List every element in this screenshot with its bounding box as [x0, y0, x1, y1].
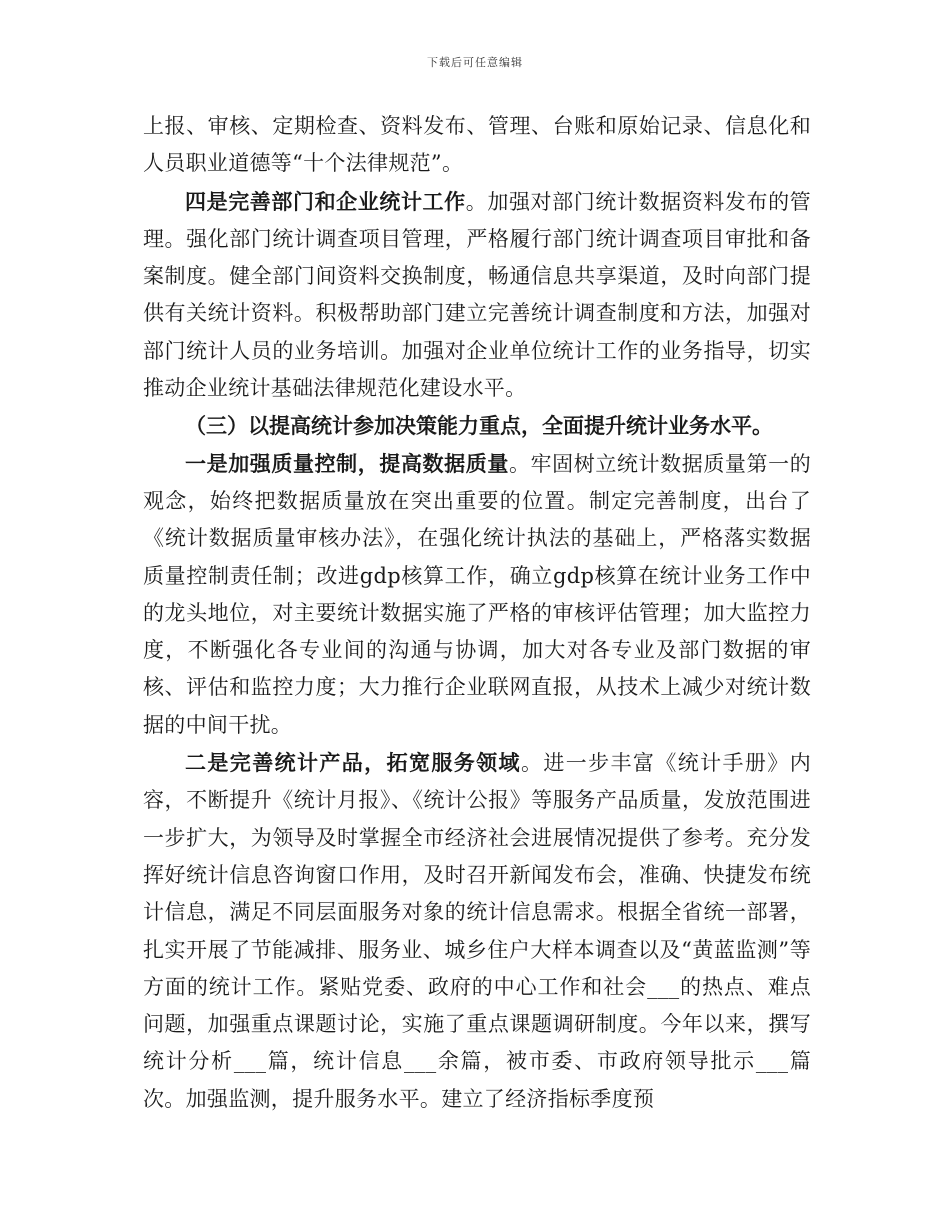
paragraph-text: 。进一步丰富《统计手册》内容，不断提升《统计月报》、《统计公报》等服务产品质量，发放范围进一步扩大，为领导及时掌握全市经济社会进展情况提供了参考。充分发挥好统计信息咨询窗口作用，及时召开新闻发布会，准确、快捷发布统计信息，满足不同层面服务对象的统计信息需求。根据全省统一部署，扎实开展了节能减排、服务业、城乡住户大样本调查以及“黄蓝监测”等方面的统计工作。紧贴党委、政府的中心工作和社会___的热点、难点问题，加强重点课题讨论，实施了重点课题调研制度。今年以来，撰写统计分析___篇，统计信息___余篇，被市委、市政府领导批示___篇次。加强监测，提升服务水平。建立了经济指标季度预: [143, 751, 812, 1111]
paragraph-lead: 二是完善统计产品，拓宽服务领域: [185, 750, 521, 776]
paragraph-dept-enterprise: [143, 183, 811, 408]
paragraph-text: 。加强对部门统计数据资料发布的管理。强化部门统计调查项目管理，严格履行部门统计调查项目审批和备案制度。健全部门间资料交换制度，畅通信息共享渠道，及时向部门提供有关统计资料。积极帮助部门建立完善统计调查制度和方法，加强对部门统计人员的业务培训。加强对企业单位统计工作的业务指导，切实推动企业统计基础法律规范化建设水平。: [143, 189, 811, 401]
paragraph-continuation: [143, 108, 811, 183]
paragraph-text: 。牢固树立统计数据质量第一的观念，始终把数据质量放在突出重要的位置。制定完善制度，出台了《统计数据质量审核办法》，在强化统计执法的基础上，严格落实数据质量控制责任制；改进gdp核算工作，确立gdp核算在统计业务工作中的龙头地位，对主要统计数据实施了严格的审核评估管理；加大监控力度，不断强化各专业间的沟通与协调，加大对各专业及部门数据的审核、评估和监控力度；大力推行企业联网直报，从技术上减少对统计数据的中间干扰。: [143, 451, 812, 737]
paragraph-text: 上报、审核、定期检查、资料发布、管理、台账和原始记录、信息化和人员职业道德等“十个法律规范”。: [143, 114, 811, 176]
paragraph-quality-control: [143, 445, 811, 744]
paragraph-lead: 一是加强质量控制，提高数据质量: [185, 450, 509, 476]
section-heading: （三）以提高统计参加决策能力重点，全面提升统计业务水平。: [185, 413, 773, 439]
paragraph-lead: 四是完善部门和企业统计工作: [185, 188, 466, 214]
document-body: [143, 108, 811, 1118]
page-header-note: 下载后可任意编辑: [427, 56, 523, 69]
paragraph-statistical-products: [143, 744, 811, 1118]
